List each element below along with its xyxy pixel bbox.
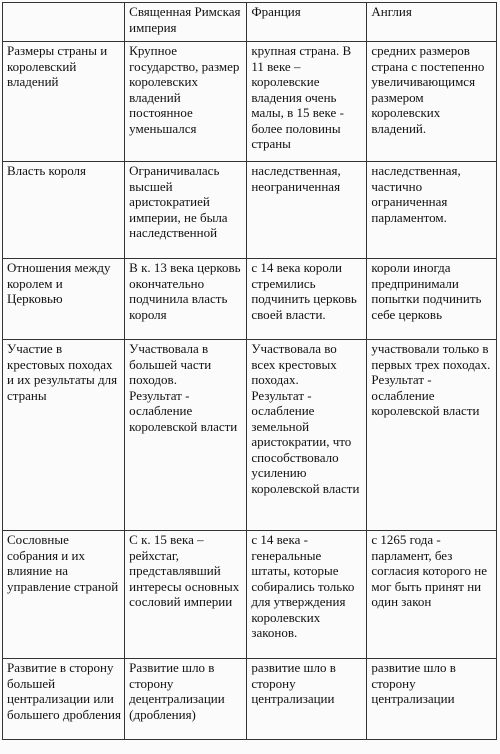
header-row xyxy=(3,3,497,42)
france-cell xyxy=(247,531,367,659)
cell-text: крупная страна. В 11 веке – королевские владения очень малы, в 15 веке - более половины страны xyxy=(251,43,352,151)
header-cell-england: Англия xyxy=(367,3,497,42)
cell-text: Крупное государство, размер королевских владений постоянное уменьшался xyxy=(129,43,240,136)
cell-result-text: Результат - ослабление королевской власти xyxy=(371,372,480,418)
hre-cell xyxy=(125,259,247,340)
cell-text: с 14 века - генеральные штаты, которые собирались только для утверждения королевских законов. xyxy=(251,532,355,640)
france-cell xyxy=(247,42,367,162)
criterion-cell: Власть короля xyxy=(3,162,125,259)
header-cell-france: Франция xyxy=(247,3,367,42)
cell-text: развитие шло в сторону централизации xyxy=(251,660,336,706)
table-row xyxy=(3,162,497,259)
england-cell xyxy=(367,259,497,340)
criterion-cell: Сословные собрания и их влияние на управление страной xyxy=(3,531,125,659)
cell-text: наследственная, неограниченная xyxy=(251,163,341,194)
england-cell xyxy=(367,531,497,659)
france-cell xyxy=(247,259,367,340)
cell-text: Ограничивалась высшей аристократией империи, не была наследственной xyxy=(129,163,228,240)
cell-text: Участвовала в большей части походов. xyxy=(129,341,212,387)
hre-cell xyxy=(125,659,247,740)
cell-text: Участвовала во всех крестовых походах. xyxy=(251,341,337,387)
cell-text: С к. 15 века – рейхстаг, представлявший интересы основных сословий империи xyxy=(129,532,240,609)
cell-result-text: Результат - ослабление земельной аристократии, что способствовало усилению королевской власти xyxy=(251,387,360,496)
england-cell xyxy=(367,340,497,531)
france-cell xyxy=(247,162,367,259)
france-cell xyxy=(247,659,367,740)
header-cell-criterion xyxy=(3,3,125,42)
table-row xyxy=(3,531,497,659)
cell-text: развитие шло в сторону централизации xyxy=(371,660,456,706)
cell-text: с 14 века короли стремились подчинить церковь своей власти. xyxy=(251,260,357,322)
cell-text: Развитие шло в сторону децентрализации (дробления) xyxy=(129,660,225,722)
hre-cell xyxy=(125,162,247,259)
table-row xyxy=(3,659,497,740)
header-cell-hre: Священная Римская империя xyxy=(125,3,247,42)
cell-text: наследственная, частично ограниченная парламентом. xyxy=(371,163,461,225)
cell-result-text: Результат - ослабление королевской власти xyxy=(129,387,238,434)
cell-text: средних размеров страна с постепенно увеличивающимся размером королевских владений. xyxy=(371,43,485,136)
cell-text: с 1265 года - парламент, без согласия которого не мог быть принят ни один закон xyxy=(371,532,488,609)
england-cell xyxy=(367,659,497,740)
criterion-cell: Размеры страны и королевский владений xyxy=(3,42,125,162)
hre-cell xyxy=(125,42,247,162)
cell-text: короли иногда предпринимали попытки подчинить себе церковь xyxy=(371,260,482,322)
england-cell xyxy=(367,42,497,162)
table-row xyxy=(3,259,497,340)
cell-text: В к. 13 века церковь окончательно подчинила власть короля xyxy=(129,260,241,322)
hre-cell xyxy=(125,531,247,659)
table-row xyxy=(3,42,497,162)
criterion-cell: Отношения между королем и Церковью xyxy=(3,259,125,340)
france-cell xyxy=(247,340,367,531)
cell-text: участвовали только в первых трех походах. xyxy=(371,341,491,372)
hre-cell xyxy=(125,340,247,531)
criterion-cell: Развитие в сторону большей централизации или большего дробления xyxy=(3,659,125,740)
comparison-table xyxy=(2,2,497,740)
table-row xyxy=(3,340,497,531)
criterion-cell: Участие в крестовых походах и их результаты для страны xyxy=(3,340,125,531)
england-cell xyxy=(367,162,497,259)
